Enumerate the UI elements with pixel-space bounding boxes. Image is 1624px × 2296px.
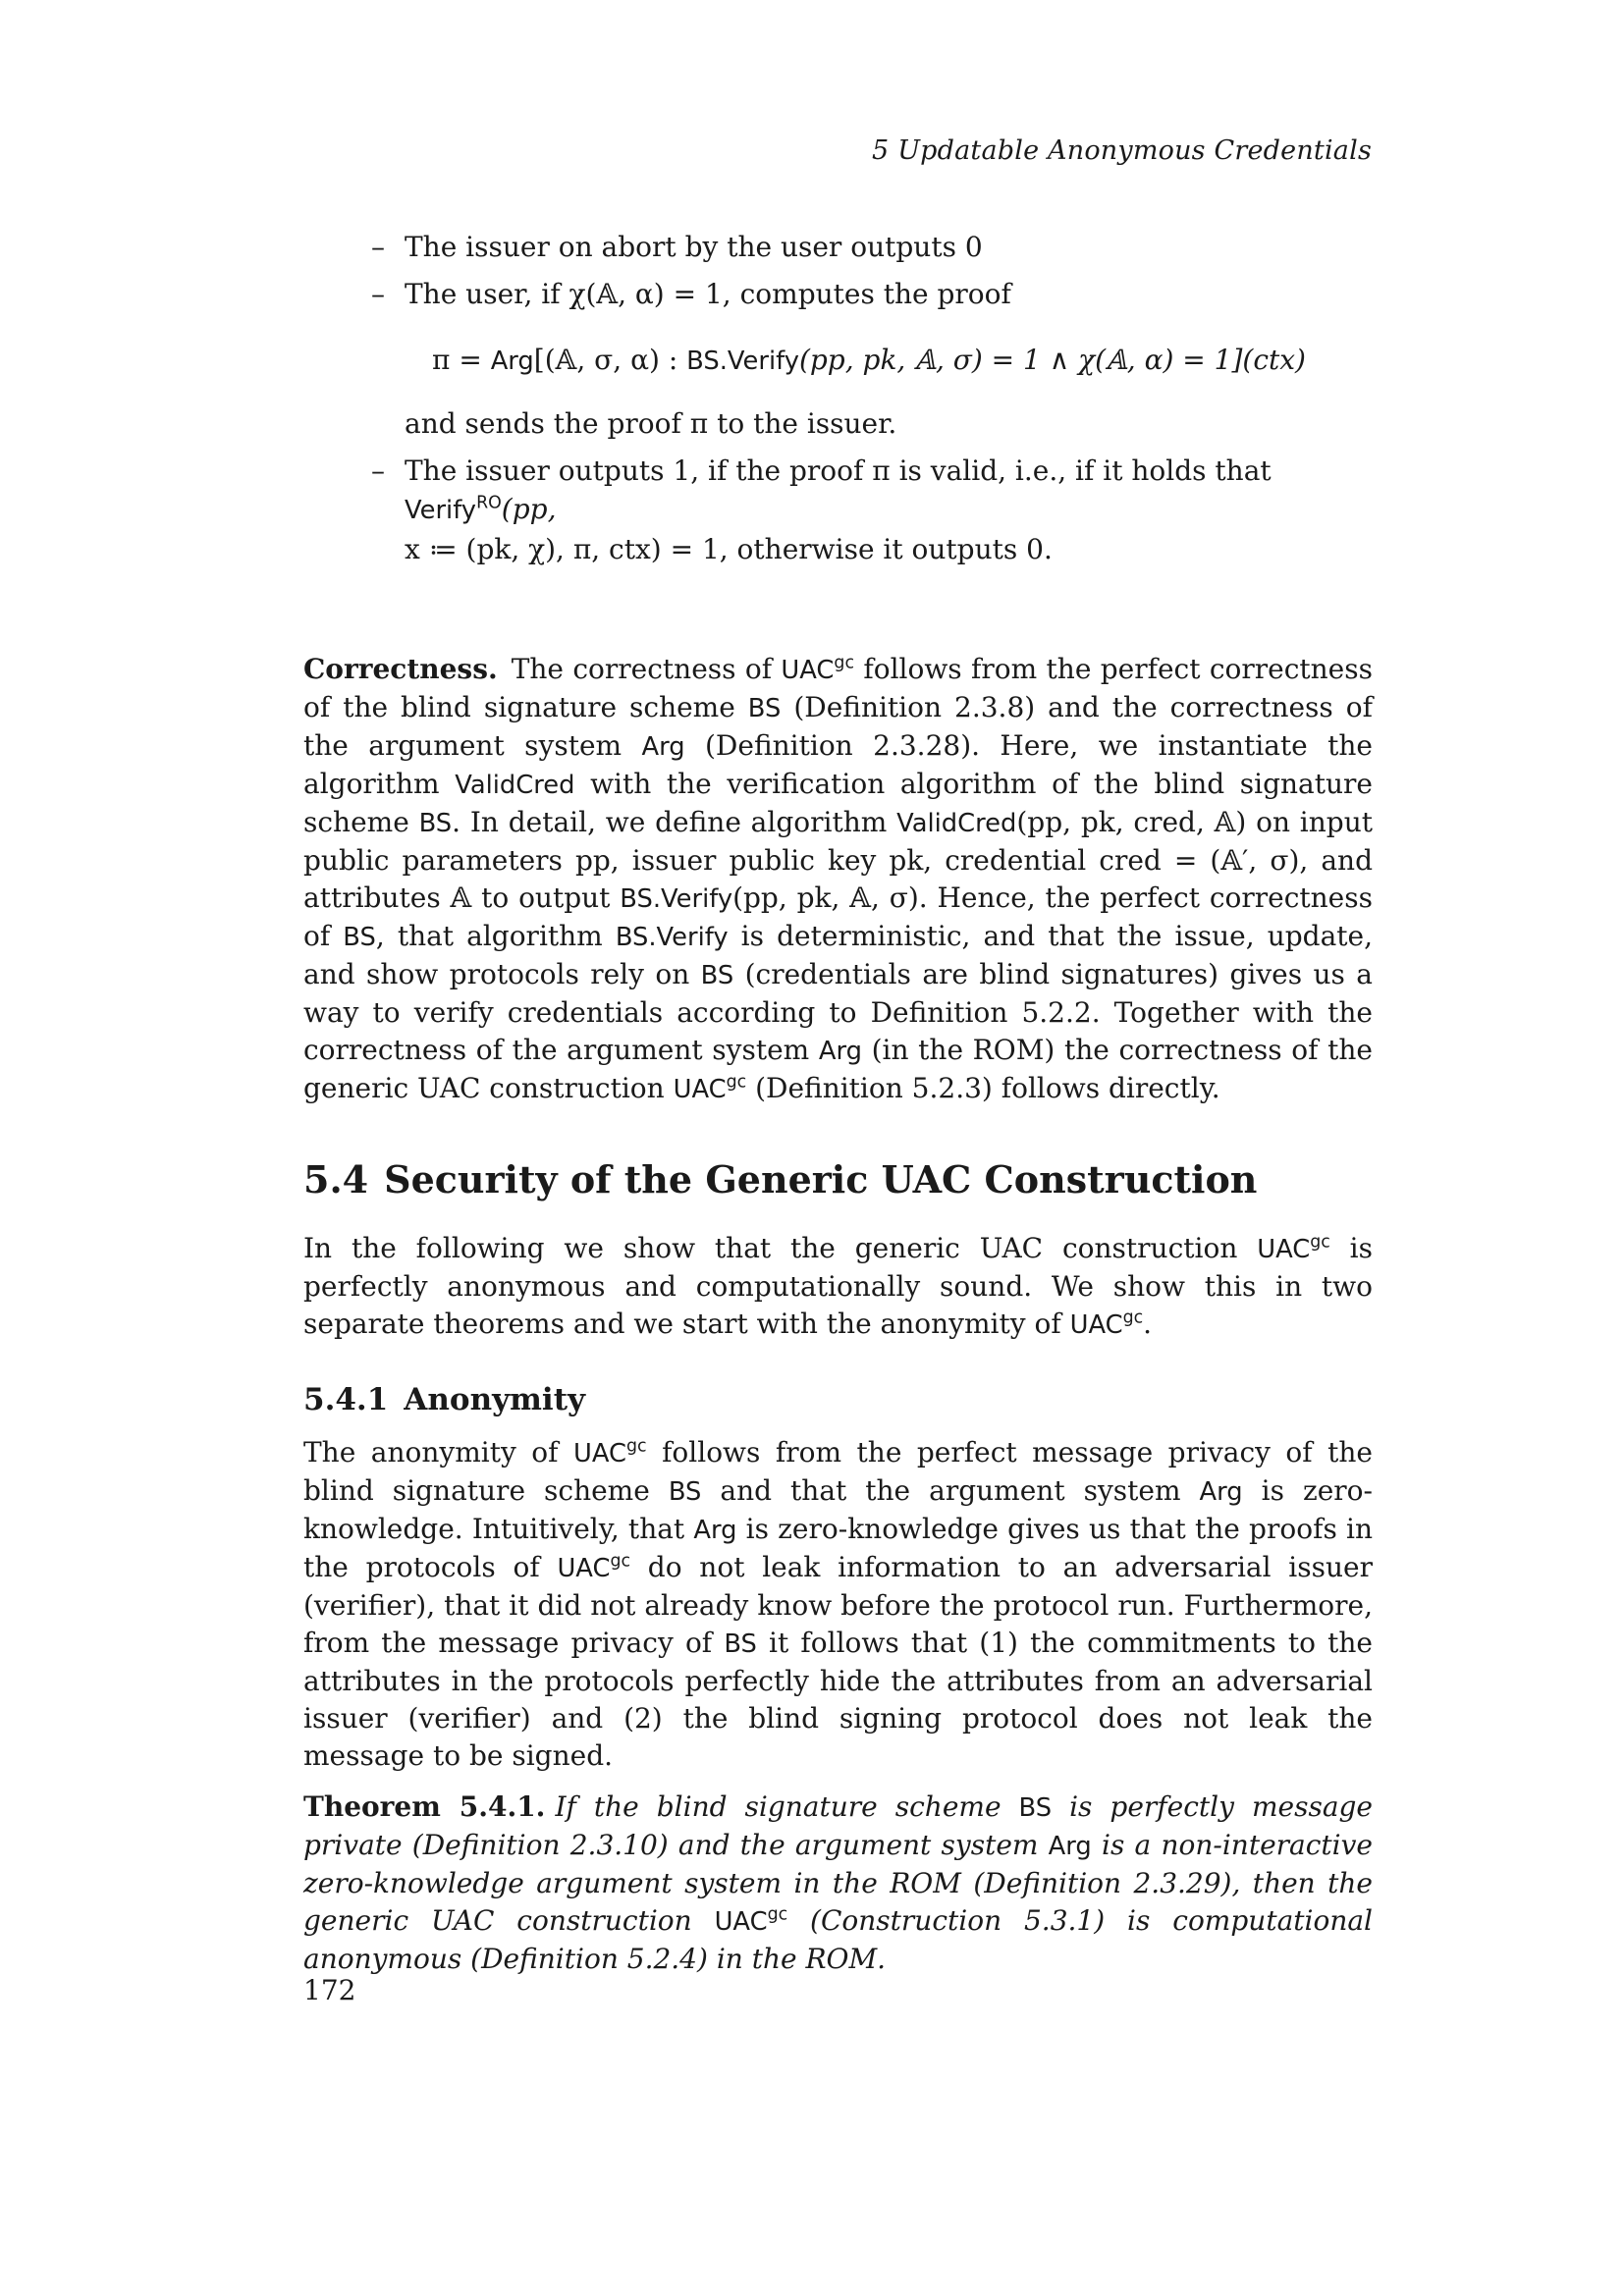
proof-formula: π = Arg[(𝔸, σ, α) : BS.Verify(pp, pk, 𝔸, σ) = 1 ∧ χ(𝔸, α) = 1](ctx) — [432, 344, 1306, 376]
correctness-paragraph: Correctness. The correctness of $UAC^{gc}$ follows from the perfect correctness of the blind signature scheme BS (Definition 2.3.8) and the correctness of the argument system Arg (Definition 2.3.28). Here, we instantiate the algorithm ValidCred with the verification algorithm of the blind signature scheme BS. In detail, we define algorithm ValidCred(pp, pk, cred, 𝔸) on input public parameters pp, issuer public key pk, credential cred = (𝔸′, σ), and attributes 𝔸 to output BS.Verify(pp, pk, 𝔸, σ). Hence, the perfect correctness of BS, that algorithm BS.Verify is deterministic, and that the issue, update, and show protocols rely on BS (credentials are blind signatures) gives us a way to verify credentials according to Definition 5.2.2. Together with the correctness of the argument system Arg (in the ROM) the correctness of the generic UAC construction $UAC^{gc}$ (Definition 5.2.3) follows directly. — [303, 653, 1374, 1104]
list-item-user-proof: – The user, if χ(𝔸, α) = 1, computes the proof π = Arg[(𝔸, σ, α) : BS.Verify(pp, pk, 𝔸, σ) = 1 ∧ χ(𝔸, α) = 1](ctx) and sends the proof π to the issuer. — [405, 275, 1373, 443]
theorem-label: Theorem 5.4.1. — [303, 1790, 546, 1823]
list-item-issuer-abort: – The issuer on abort by the user outputs 0 — [405, 228, 1373, 266]
anonymity-paragraph: The anonymity of $UAC^{gc}$ follows from the perfect message privacy of the blind signature scheme BS and that the argument system Arg is zero-knowledge. Intuitively, that Arg is zero-knowledge gives us that the proofs in the protocols of $UAC^{gc}$ do not leak information to an adversarial issuer (verifier), that it did not already know before the protocol run. Furthermore, from the message privacy of BS it follows that (1) the commitments to the attributes in the protocols perfectly hide the attributes from an adversarial issuer (verifier) and (2) the blind signing protocol does not leak the message to be signed. — [303, 1436, 1374, 1772]
protocol-steps-list — [303, 228, 1373, 568]
section-intro-paragraph: In the following we show that the generic UAC construction $UAC^{gc}$ is perfectly anonymous and computationally sound. We show this in two separate theorems and we start with the anonymity of $UAC^{gc}$. — [303, 1232, 1374, 1340]
subsection-heading: 5.4.1 Anonymity — [303, 1382, 586, 1417]
page-number: 172 — [303, 1974, 356, 2006]
correctness-heading: Correctness. — [303, 653, 498, 685]
list-item-issuer-outputs: – The issuer outputs 1, if the proof π is valid, i.e., if it holds that Verify$^{RO}$(pp, x ≔ (pk, χ), π, ctx) = 1, otherwise it outputs 0. — [405, 452, 1373, 568]
running-head: 5 Updatable Anonymous Credentials — [872, 135, 1372, 166]
page-content — [303, 228, 1373, 1978]
section-heading: 5.4 Security of the Generic UAC Construction — [303, 1157, 1258, 1201]
theorem-5-4-1: Theorem 5.4.1. If the blind signature scheme BS is perfectly message private (Definition 2.3.10) and the argument system Arg is a non-interactive zero-knowledge argument system in the ROM (Definition 2.3.29), then the generic UAC construction $UAC^{gc}$ (Construction 5.3.1) is computational anonymous (Definition 5.2.4) in the ROM. — [303, 1790, 1374, 1975]
